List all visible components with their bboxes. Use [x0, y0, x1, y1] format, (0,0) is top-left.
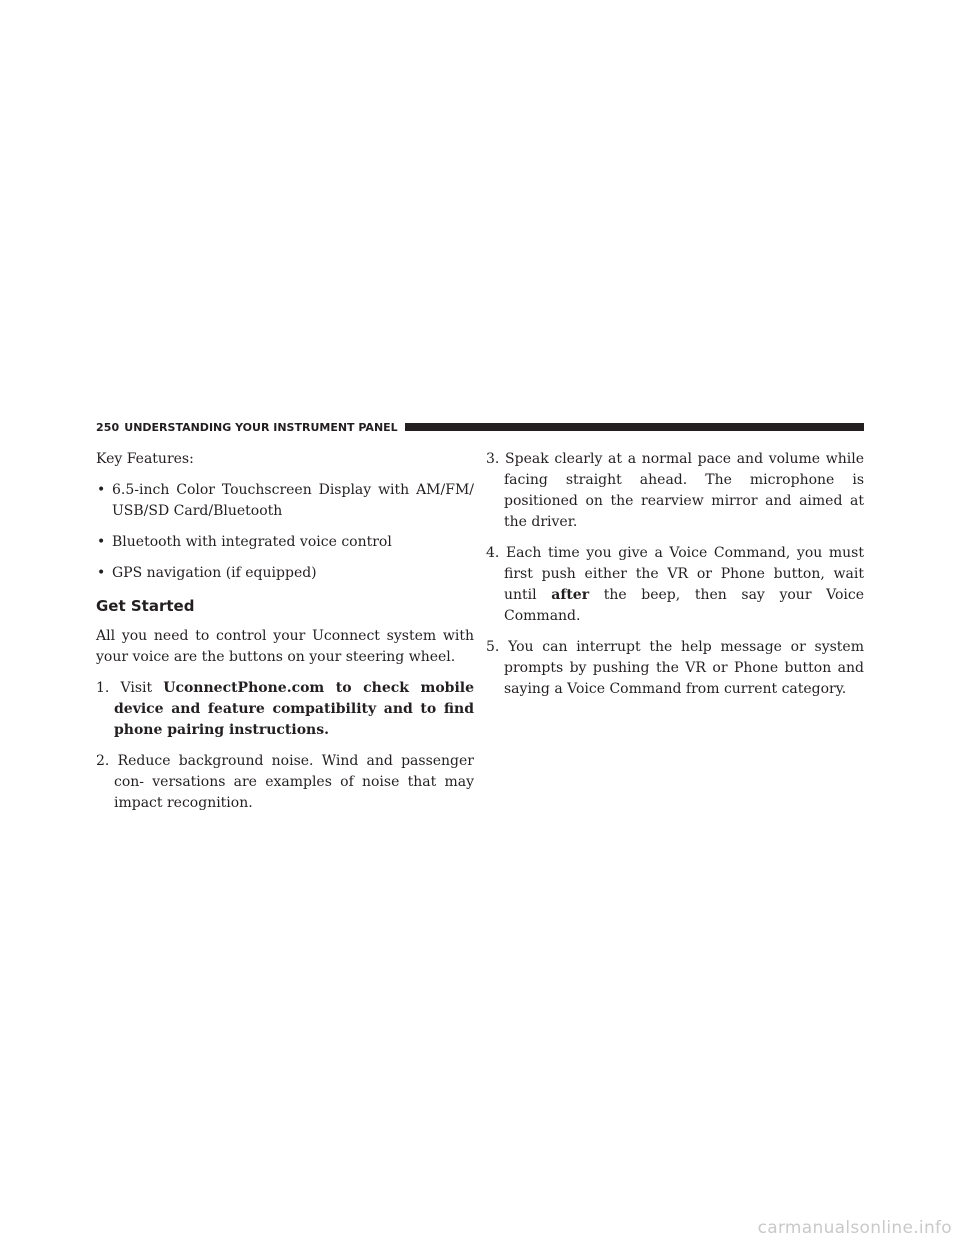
step-3: 3. Speak clearly at a normal pace and volume while facing straight ahead. The microphone is positioned on the rearview mirror and aimed at the driver.: [486, 451, 864, 530]
left-column: [96, 449, 474, 814]
bullet-item: [96, 563, 474, 584]
section-title: UNDERSTANDING YOUR INSTRUMENT PANEL: [124, 420, 398, 434]
header-rule: [405, 423, 864, 431]
bullet-item: [96, 532, 474, 553]
bullet-text: 6.5-inch Color Touchscreen Display with AM/FM/ USB/SD Card/Bluetooth: [112, 482, 474, 519]
bullet-glyph: •: [97, 565, 106, 581]
step-4-prefix: 4. Each time you give a Voice Command, you must first push either the VR or Phone button, wait until: [486, 545, 864, 603]
step-1-prefix: 1. Visit: [96, 680, 164, 696]
key-features-label: Key Features:: [96, 451, 194, 467]
bullet-glyph: •: [97, 482, 106, 498]
bullet-glyph: •: [97, 534, 106, 550]
step-4: [486, 543, 864, 627]
page-header: [96, 420, 864, 434]
section-heading: Get Started: [96, 597, 195, 615]
bullet-text: Bluetooth with integrated voice control: [112, 534, 392, 550]
step-4-bold-text: after: [551, 587, 590, 603]
step-2: 2. Reduce background noise. Wind and passenger con- versations are examples of noise that may impact recognition.: [96, 753, 474, 811]
intro-paragraph: All you need to control your Uconnect system with your voice are the buttons on your steering wheel.: [96, 628, 474, 665]
page-number: 250: [96, 420, 120, 434]
watermark: carmanualsonline.info: [757, 1218, 952, 1238]
bullet-text: GPS navigation (if equipped): [112, 565, 317, 581]
right-column: [486, 449, 864, 700]
bullet-item: [96, 480, 474, 522]
step-5: 5. You can interrupt the help message or system prompts by pushing the VR or Phone button and saying a Voice Command from current category.: [486, 639, 864, 697]
step-1-bold-text: UconnectPhone.com to check mobile device and feature compatibility and to find phone pairing instructions.: [114, 680, 474, 738]
step-4-suffix: the beep, then say your Voice Command.: [504, 587, 864, 624]
step-1: [96, 678, 474, 741]
